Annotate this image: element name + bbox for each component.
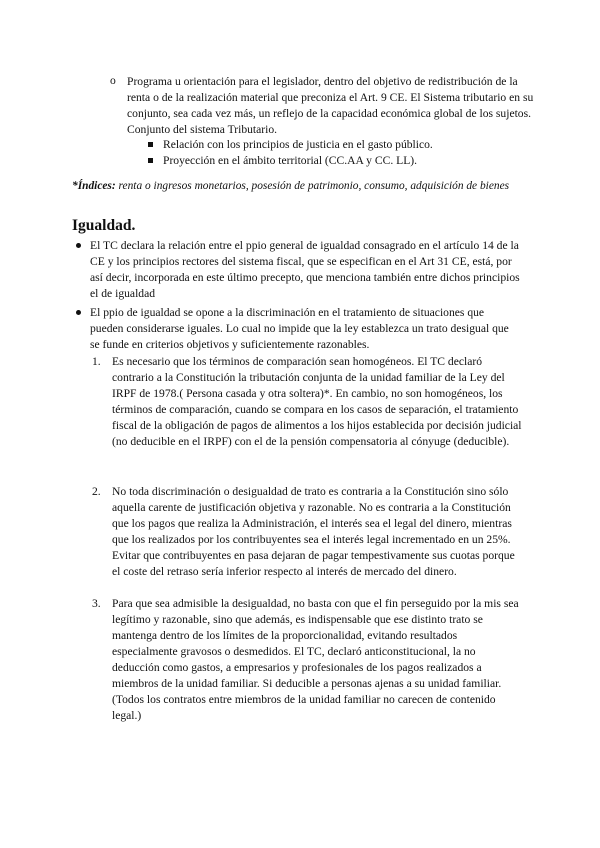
numbered-item-number: 1. [92,355,101,368]
square-bullet-icon [148,142,153,147]
numbered-item-3: Para que sea admisible la desigualdad, no basta con que el fin perseguido por la mis sea legítimo y razonable, sino que además, es indispensable que ese distinto trato se mantenga dentro de los límites de la proporcionalidad, evitando resultados especialmente gravosos o desmedidos. El TC, declaró anticonstitucional, la no deducción como gastos, a empresarios y profesionales de los pagos realizados a miembros de la unidad familiar. Si deducible a personas ajenas a su unidad familiar.(Todos los contratos entre miembros de la unidad familiar no carecen de contenido legal.) [112,597,519,722]
indices-text: renta o ingresos monetarios, posesión de patrimonio, consumo, adquisición de bienes [118,180,510,192]
igualdad-bullet-1: El TC declara la relación entre el ppio general de igualdad consagrado en el artículo 14 de la CE y los principios rectores del sistema fiscal, que se especifican en el Art 31 CE, está, por así decir, incorporada en este último precepto, que menciona también entre dichos principios el de igualdad [90,239,520,300]
sub-bullet-2: Proyección en el ámbito territorial (CC.AA y CC. LL). [163,154,418,167]
numbered-item-number: 2. [92,485,101,498]
sub-item-marker: o [110,74,116,87]
sub-item-text: Programa u orientación para el legislador, dentro del objetivo de redistribución de la renta o de la realización material que preconiza el Art. 9 CE. El Sistema tributario en su conjunto, sea cada vez más, un reflejo de la capacidad económica global de los sujetos. Conjunto del sistema Tributario. [127,75,534,136]
numbered-item-number: 3. [92,597,101,610]
indices-note [72,178,532,194]
section-heading: Igualdad. [72,217,136,234]
square-bullet-icon [148,158,153,163]
igualdad-bullet-2: El ppio de igualdad se opone a la discriminación en el tratamiento de situaciones que pueden considerarse iguales. Lo cual no impide que la ley establezca un trato desigual que se funde en criterios objetivos y suficientemente razonables. [90,306,509,351]
indices-label: *Índices: [72,180,116,192]
numbered-item-1: Es necesario que los términos de comparación sean homogéneos. El TC declaró contrario a la Constitución la tributación conjunta de la unidad familiar de la Ley del IRPF de 1978.( Persona casada y otra soltera)*. En cambio, no son homogéneos, los términos de comparación, cuando se compara en los casos de separación, el tratamiento fiscal de la obligación de pagos de alimentos a los hijos establecida por decisión judicial (no deducible en el IRPF) con el de la pensión compensatoria al cónyuge (deducible). [112,355,522,448]
sub-bullet-1: Relación con los principios de justicia en el gasto público. [163,138,433,151]
bullet-icon [76,243,81,248]
bullet-icon [76,310,81,315]
numbered-item-2: No toda discriminación o desigualdad de trato es contraria a la Constitución sino sólo aquella carente de justificación objetiva y razonable. No es contraria a la Constitución que los pagos que realiza la Administración, el interés sea el legal del dinero, mientras que los realizados por los contribuyentes sea el interés legal incrementado en un 25%. Evitar que contribuyentes en pasa dejaran de pagar tempestivamente sus cuotas porque el coste del retraso sería inferior respecto al interés de mercado del dinero. [112,485,515,578]
